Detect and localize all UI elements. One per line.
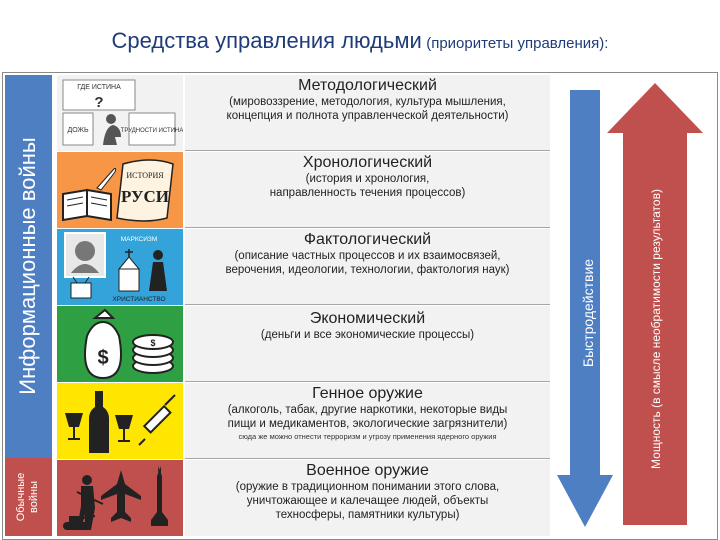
christianity-label: ХРИСТИАНСТВО — [112, 296, 166, 303]
row-title: Генное оружие — [312, 385, 423, 402]
coin-stack-icon — [133, 335, 173, 373]
row-factological — [185, 229, 550, 305]
syringe-icon — [139, 395, 175, 445]
row-note: сюда же можно отнести терроризм и угрозу применения ядерного оружия — [238, 432, 497, 441]
where-truth-label: ГДЕ ИСТИНА — [77, 84, 121, 91]
row-desc-line: (оружие в традиционном понимании этого слова, — [235, 481, 500, 493]
row-title: Хронологический — [302, 154, 433, 171]
usual-wars-line-1: Обычные — [15, 472, 27, 522]
church-icon — [119, 249, 139, 291]
row-title: Экономический — [309, 310, 426, 327]
question-mark: ? — [94, 94, 104, 111]
row-desc-line: (мировоззрение, методология, культура мышления, — [229, 96, 506, 108]
dollar-sign: $ — [97, 347, 109, 369]
bottle-icon — [89, 391, 109, 453]
difficult-truth-label: ТРУДНОСТИ ИСТИНА — [120, 128, 183, 134]
thinker-icon — [103, 114, 121, 145]
row-desc-line: концепция и полнота управленческой деятельности) — [226, 110, 509, 122]
open-book-icon — [63, 190, 111, 220]
economy-icons — [57, 306, 183, 382]
history-label: ИСТОРИЯ — [126, 171, 164, 180]
row-title: Методологический — [298, 77, 437, 94]
row-desc-line: техносферы, памятники культуры) — [275, 509, 460, 521]
tv-icon — [71, 277, 91, 298]
priest-icon — [149, 250, 167, 291]
row-desc-line: (деньги и все экономические процессы) — [260, 329, 475, 341]
title-sub: (приоритеты управления): — [426, 35, 609, 52]
row-desc-line: (алкоголь, табак, другие наркотики, некоторые виды — [227, 404, 508, 416]
cocktail-glass-icon — [115, 415, 133, 441]
fighter-jet-icon — [101, 470, 141, 522]
row-economic — [185, 306, 550, 382]
chronology-icons — [57, 152, 183, 228]
lie-label: ДОЖЬ — [67, 127, 89, 134]
rus-label: РУСИ — [121, 187, 169, 206]
military-weapon-icons — [57, 460, 183, 536]
usual-wars-line-2: войны — [28, 481, 40, 513]
speed-label: Быстродействие — [580, 258, 596, 368]
speed-arrow — [557, 90, 613, 527]
factology-icons — [57, 229, 183, 305]
row-title: Фактологический — [303, 231, 432, 248]
priority-arrows — [555, 75, 715, 535]
row-desc-line: (история и хронология, — [305, 173, 430, 185]
money-bag-icon — [85, 310, 121, 378]
row-desc-line: направленность течения процессов) — [269, 187, 466, 199]
power-label: Мощность (в смысле необратимости результатов) — [649, 189, 663, 469]
genetic-weapon-icons — [57, 383, 183, 459]
row-title: Военное оружие — [306, 462, 429, 479]
row-desc-line: пищи и медикаментов, экологические загрязнители) — [227, 418, 508, 430]
wine-glass-icon — [65, 413, 83, 439]
row-desc-line: уничтожающее и калечащее людей, объекты — [246, 495, 489, 507]
quill-pen-icon — [97, 168, 116, 190]
row-genetic-weapon — [185, 383, 550, 459]
title-main: Средства управления людьми — [111, 28, 422, 53]
missile-icon — [151, 466, 168, 526]
power-arrow — [607, 83, 703, 525]
page-title — [0, 28, 720, 54]
history-scroll-icon — [117, 160, 173, 221]
usual-wars-label — [15, 473, 41, 522]
marxism-label: МАРКСИЗМ — [120, 236, 158, 243]
row-chronological — [185, 152, 550, 228]
information-wars-label: Информационные войны — [15, 137, 40, 395]
row-military-weapon — [185, 460, 550, 536]
methodology-icons — [57, 75, 183, 151]
row-desc-line: (описание частных процессов и их взаимосвязей, — [234, 250, 501, 262]
coin-dollar-sign: $ — [150, 338, 156, 348]
row-desc-line: верочения, идеологии, технологии, фактология наук) — [225, 264, 510, 276]
row-methodological — [185, 75, 550, 151]
